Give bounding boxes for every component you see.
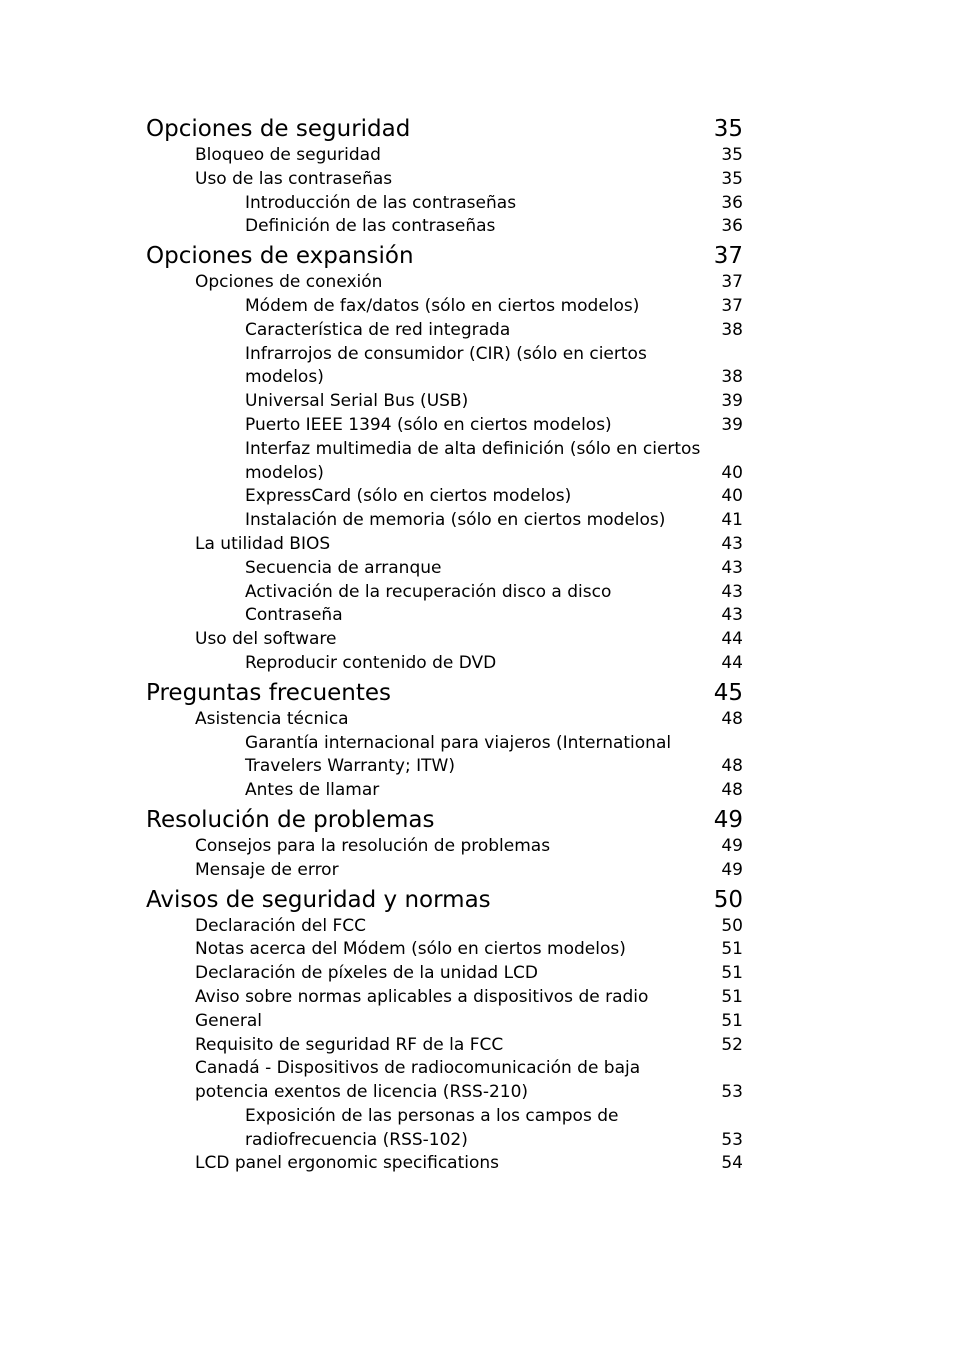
toc-section-entry[interactable] xyxy=(146,144,743,168)
toc-entry-page-number: 35 xyxy=(721,145,743,165)
toc-subsection-entry[interactable] xyxy=(146,557,743,581)
toc-entry-title: Declaración de píxeles de la unidad LCD xyxy=(195,963,539,984)
toc-entry-title: Característica de red integrada xyxy=(245,319,511,340)
toc-subsection-entry[interactable] xyxy=(146,652,743,676)
toc-entry-title: Secuencia de arranque xyxy=(245,557,442,578)
toc-subsection-entry[interactable] xyxy=(146,438,743,486)
toc-chapter-entry[interactable] xyxy=(146,241,743,271)
toc-entry-title: LCD panel ergonomic specifications xyxy=(195,1153,500,1174)
toc-entry-page-number: 37 xyxy=(721,295,743,316)
toc-entry-page-number: 40 xyxy=(721,486,743,507)
toc-entry-page-number: 51 xyxy=(721,939,743,960)
toc-entry-page-number: 35 xyxy=(713,116,743,142)
toc-entry-page-number: 53 xyxy=(721,1082,743,1103)
toc-entry-title: Opciones de seguridad xyxy=(146,116,411,142)
toc-subsection-entry[interactable] xyxy=(146,581,743,605)
toc-entry-title: ExpressCard (sólo en ciertos modelos) xyxy=(245,486,572,507)
toc-subsection-entry[interactable] xyxy=(146,215,743,239)
toc-entry-title: Infrarrojos de consumidor (CIR) (sólo en ciertos modelos) xyxy=(245,343,647,388)
toc-entry-title: Uso del software xyxy=(195,629,337,650)
toc-entry-title: Definición de las contraseñas xyxy=(245,216,496,237)
toc-entry-title: Módem de fax/datos (sólo en ciertos modelos) xyxy=(245,295,640,316)
toc-entry-title: Interfaz multimedia de alta definición (sólo en ciertos modelos) xyxy=(245,438,701,483)
toc-entry-page-number: 51 xyxy=(721,1010,743,1031)
toc-entry-title: Garantía internacional para viajeros (International Travelers Warranty; ITW) xyxy=(245,732,672,777)
toc-entry-title: Instalación de memoria (sólo en ciertos modelos) xyxy=(245,510,666,531)
toc-entry-title: La utilidad BIOS xyxy=(195,533,331,554)
toc-section-entry[interactable] xyxy=(146,962,743,986)
toc-section-entry[interactable] xyxy=(146,835,743,859)
toc-subsection-entry[interactable] xyxy=(146,732,743,780)
toc-entry-page-number: 38 xyxy=(721,319,743,340)
toc-entry-page-number: 49 xyxy=(713,806,743,833)
toc-entry-page-number: 43 xyxy=(721,533,743,554)
toc-entry-title: Uso de las contraseñas xyxy=(195,168,393,189)
toc-section-entry[interactable] xyxy=(146,986,743,1010)
toc-subsection-entry[interactable] xyxy=(146,390,743,414)
toc-entry-page-number: 51 xyxy=(721,963,743,984)
toc-entry-title: Contraseña xyxy=(245,605,343,626)
toc-chapter-entry[interactable] xyxy=(146,805,743,835)
toc-entry-page-number: 49 xyxy=(721,859,743,880)
toc-entry-title: Preguntas frecuentes xyxy=(146,679,392,706)
toc-entry-page-number: 48 xyxy=(721,708,743,729)
toc-entry-page-number: 41 xyxy=(721,510,743,531)
toc-subsection-entry[interactable] xyxy=(146,1105,743,1153)
toc-section-entry[interactable] xyxy=(146,533,743,557)
toc-entry-title: Reproducir contenido de DVD xyxy=(245,652,497,673)
toc-entry-page-number: 48 xyxy=(721,756,743,777)
toc-entry-page-number: 50 xyxy=(713,886,743,913)
toc-entry-page-number: 50 xyxy=(721,915,743,936)
toc-section-entry[interactable] xyxy=(146,1057,743,1105)
toc-entry-title: Opciones de expansión xyxy=(146,243,414,270)
toc-entry-title: Opciones de conexión xyxy=(195,272,383,293)
toc-entry-page-number: 39 xyxy=(721,414,743,435)
toc-entry-title: Activación de la recuperación disco a disco xyxy=(245,581,612,602)
toc-entry-page-number: 39 xyxy=(721,391,743,412)
toc-entry-page-number: 36 xyxy=(721,192,743,213)
toc-entry-title: Antes de llamar xyxy=(245,780,380,801)
toc-subsection-entry[interactable] xyxy=(146,295,743,319)
toc-entry-title: Introducción de las contraseñas xyxy=(245,192,517,213)
toc-subsection-entry[interactable] xyxy=(146,319,743,343)
toc-entry-title: General xyxy=(195,1010,262,1031)
toc-entry-page-number: 43 xyxy=(721,605,743,626)
toc-entry-page-number: 44 xyxy=(721,629,743,650)
toc-entry-title: Universal Serial Bus (USB) xyxy=(245,391,469,412)
toc-entry-page-number: 48 xyxy=(721,780,743,801)
toc-entry-page-number: 38 xyxy=(721,367,743,388)
toc-subsection-entry[interactable] xyxy=(146,509,743,533)
toc-section-entry[interactable] xyxy=(146,859,743,883)
toc-section-entry[interactable] xyxy=(146,1034,743,1058)
toc-entry-page-number: 43 xyxy=(721,581,743,602)
toc-entry-title: Avisos de seguridad y normas xyxy=(146,886,491,913)
toc-entry-title: Canadá - Dispositivos de radiocomunicación de baja potencia exentos de licencia (RSS-210) xyxy=(195,1058,641,1103)
toc-entry-page-number: 45 xyxy=(713,679,743,706)
toc-entry-page-number: 40 xyxy=(721,462,743,483)
toc-entry-title: Notas acerca del Módem (sólo en ciertos modelos) xyxy=(195,939,626,960)
toc-section-entry[interactable] xyxy=(146,915,743,939)
toc-subsection-entry[interactable] xyxy=(146,485,743,509)
toc-entry-title: Aviso sobre normas aplicables a dispositivos de radio xyxy=(195,986,649,1007)
toc-entry-page-number: 36 xyxy=(721,216,743,237)
toc-entry-title: Resolución de problemas xyxy=(146,806,435,833)
toc-entry-page-number: 53 xyxy=(721,1129,743,1150)
toc-section-entry[interactable] xyxy=(146,1010,743,1034)
toc-subsection-entry[interactable] xyxy=(146,414,743,438)
toc-entry-page-number: 51 xyxy=(721,986,743,1007)
toc-section-entry[interactable] xyxy=(146,168,743,192)
toc-subsection-entry[interactable] xyxy=(146,604,743,628)
toc-section-entry[interactable] xyxy=(146,1152,743,1176)
toc-entry-title: Declaración del FCC xyxy=(195,915,366,936)
toc-entry-page-number: 54 xyxy=(721,1153,743,1174)
toc-entry-page-number: 49 xyxy=(721,835,743,856)
toc-subsection-entry[interactable] xyxy=(146,779,743,803)
toc-entry-title: Mensaje de error xyxy=(195,859,339,880)
toc-chapter-entry[interactable] xyxy=(146,114,743,144)
toc-entry-title: Asistencia técnica xyxy=(195,708,349,729)
toc-entry-page-number: 52 xyxy=(721,1034,743,1055)
toc-section-entry[interactable] xyxy=(146,271,743,295)
toc-section-entry[interactable] xyxy=(146,628,743,652)
toc-section-entry[interactable] xyxy=(146,938,743,962)
toc-section-entry[interactable] xyxy=(146,708,743,732)
toc-entry-title: Puerto IEEE 1394 (sólo en ciertos modelos) xyxy=(245,414,612,435)
toc-entry-page-number: 37 xyxy=(721,272,743,293)
toc-chapter-entry[interactable] xyxy=(146,678,743,708)
table-of-contents xyxy=(146,114,743,1176)
toc-entry-page-number: 44 xyxy=(721,652,743,673)
toc-subsection-entry[interactable] xyxy=(146,192,743,216)
toc-chapter-entry[interactable] xyxy=(146,885,743,915)
toc-entry-title: Requisito de seguridad RF de la FCC xyxy=(195,1034,504,1055)
toc-entry-page-number: 37 xyxy=(713,243,743,270)
toc-subsection-entry[interactable] xyxy=(146,343,743,391)
toc-entry-page-number: 35 xyxy=(721,168,743,189)
toc-entry-page-number: 43 xyxy=(721,557,743,578)
toc-entry-title: Consejos para la resolución de problemas xyxy=(195,835,551,856)
toc-entry-title: Exposición de las personas a los campos de radiofrecuencia (RSS-102) xyxy=(245,1105,619,1150)
toc-entry-title: Bloqueo de seguridad xyxy=(195,145,381,165)
